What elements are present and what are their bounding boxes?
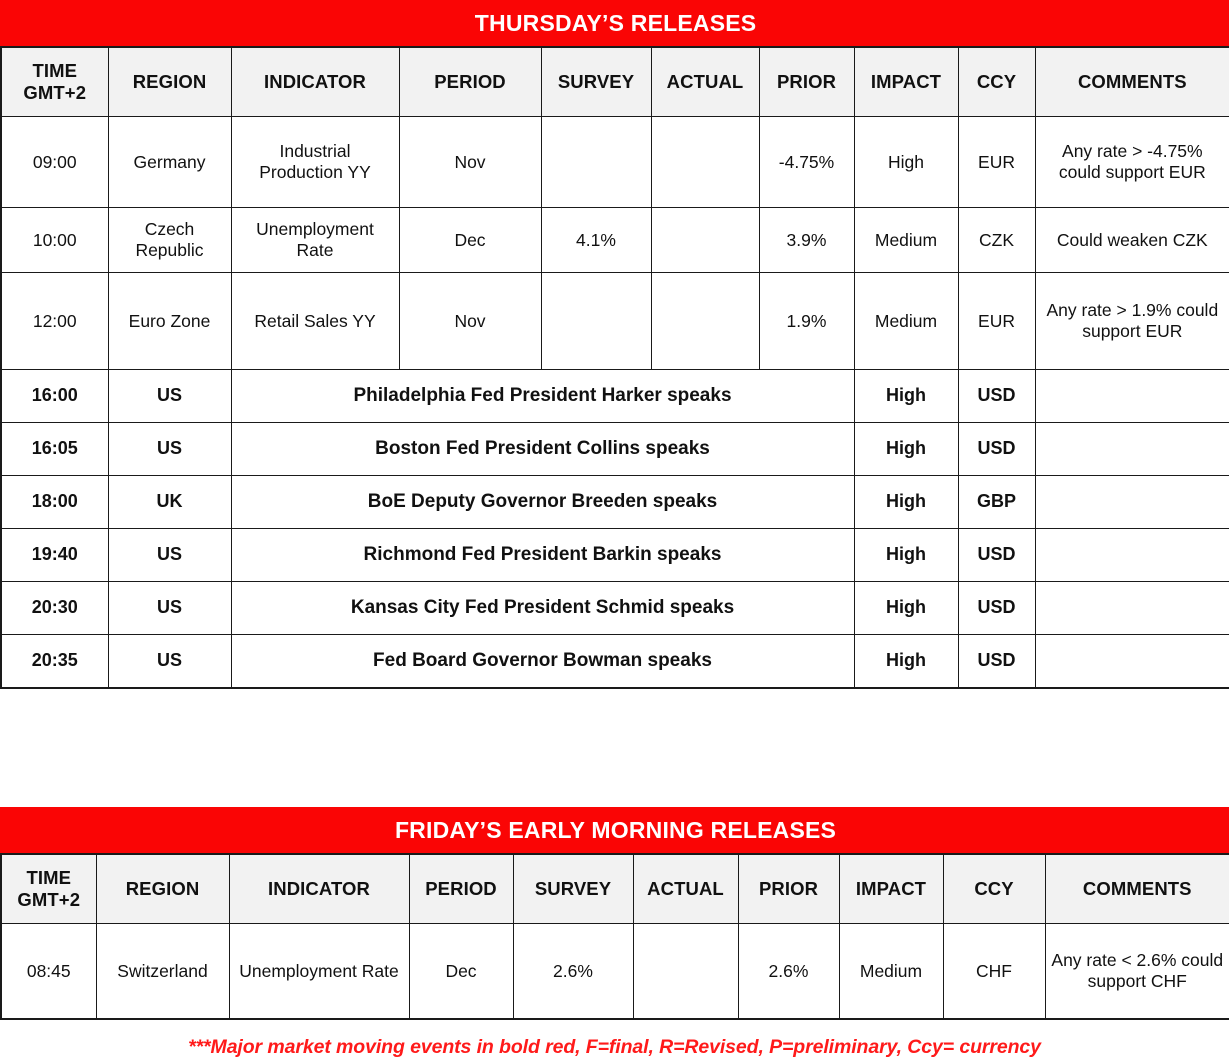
column-header-period: PERIOD xyxy=(409,854,513,924)
friday-banner-title: FRIDAY’S EARLY MORNING RELEASES xyxy=(394,817,837,844)
column-header-comments: COMMENTS xyxy=(1035,47,1229,117)
cell-indicator: Industrial Production YY xyxy=(231,117,399,208)
cell-ccy: CHF xyxy=(943,924,1045,1020)
cell-indicator: Unemployment Rate xyxy=(231,208,399,273)
cell-ccy: USD xyxy=(958,582,1035,635)
table-row xyxy=(1,273,1229,370)
cell-survey: 4.1% xyxy=(541,208,651,273)
column-header-actual: ACTUAL xyxy=(651,47,759,117)
cell-event: Richmond Fed President Barkin speaks xyxy=(231,529,854,582)
cell-comments: Any rate < 2.6% could support CHF xyxy=(1045,924,1229,1020)
column-header-indicator: INDICATOR xyxy=(231,47,399,117)
table-row-speaker xyxy=(1,582,1229,635)
column-header-time-line2: GMT+2 xyxy=(23,82,87,103)
cell-ccy: USD xyxy=(958,370,1035,423)
cell-region: Germany xyxy=(108,117,231,208)
column-header-actual: ACTUAL xyxy=(633,854,738,924)
cell-event: Boston Fed President Collins speaks xyxy=(231,423,854,476)
cell-period: Dec xyxy=(399,208,541,273)
cell-actual xyxy=(651,117,759,208)
cell-survey xyxy=(541,273,651,370)
cell-comments xyxy=(1035,582,1229,635)
cell-time: 19:40 xyxy=(1,529,108,582)
thursday-banner-title: THURSDAY’S RELEASES xyxy=(474,10,757,37)
cell-comments xyxy=(1035,529,1229,582)
cell-region: US xyxy=(108,635,231,689)
column-header-prior: PRIOR xyxy=(738,854,839,924)
column-header-time-line1: TIME xyxy=(32,60,78,82)
cell-prior: 3.9% xyxy=(759,208,854,273)
cell-prior: 1.9% xyxy=(759,273,854,370)
cell-event: Fed Board Governor Bowman speaks xyxy=(231,635,854,689)
cell-time: 20:35 xyxy=(1,635,108,689)
table-spacer xyxy=(0,689,1229,807)
cell-time: 18:00 xyxy=(1,476,108,529)
cell-ccy: USD xyxy=(958,529,1035,582)
cell-indicator: Retail Sales YY xyxy=(231,273,399,370)
column-header-survey: SURVEY xyxy=(513,854,633,924)
column-header-comments: COMMENTS xyxy=(1045,854,1229,924)
cell-time: 10:00 xyxy=(1,208,108,273)
cell-impact: High xyxy=(854,582,958,635)
cell-time: 12:00 xyxy=(1,273,108,370)
column-header-time xyxy=(1,854,96,924)
cell-time: 20:30 xyxy=(1,582,108,635)
cell-ccy: CZK xyxy=(958,208,1035,273)
column-header-time-line1: TIME xyxy=(26,867,72,889)
cell-prior: 2.6% xyxy=(738,924,839,1020)
table-row-speaker xyxy=(1,370,1229,423)
cell-period: Dec xyxy=(409,924,513,1020)
column-header-time-line2: GMT+2 xyxy=(17,889,81,910)
cell-impact: High xyxy=(854,370,958,423)
cell-survey xyxy=(541,117,651,208)
cell-impact: High xyxy=(854,423,958,476)
column-header-region: REGION xyxy=(96,854,229,924)
cell-prior: -4.75% xyxy=(759,117,854,208)
column-header-impact: IMPACT xyxy=(854,47,958,117)
cell-ccy: EUR xyxy=(958,273,1035,370)
cell-comments xyxy=(1035,635,1229,689)
cell-region: UK xyxy=(108,476,231,529)
cell-impact: High xyxy=(854,117,958,208)
cell-event: Kansas City Fed President Schmid speaks xyxy=(231,582,854,635)
column-header-survey: SURVEY xyxy=(541,47,651,117)
cell-region: US xyxy=(108,370,231,423)
friday-banner-row xyxy=(1,808,1229,854)
cell-comments xyxy=(1035,476,1229,529)
friday-header-row xyxy=(1,854,1229,924)
column-header-ccy: CCY xyxy=(943,854,1045,924)
thursday-banner-cell xyxy=(1,1,1229,47)
cell-time: 16:05 xyxy=(1,423,108,476)
thursday-banner-row xyxy=(1,1,1229,47)
cell-event: Philadelphia Fed President Harker speaks xyxy=(231,370,854,423)
cell-time: 16:00 xyxy=(1,370,108,423)
cell-region: US xyxy=(108,529,231,582)
cell-event: BoE Deputy Governor Breeden speaks xyxy=(231,476,854,529)
friday-banner-cell xyxy=(1,808,1229,854)
cell-ccy: USD xyxy=(958,635,1035,689)
cell-region: US xyxy=(108,582,231,635)
friday-releases-table xyxy=(0,807,1229,1020)
column-header-impact: IMPACT xyxy=(839,854,943,924)
cell-impact: Medium xyxy=(854,273,958,370)
cell-actual xyxy=(651,208,759,273)
column-header-time xyxy=(1,47,108,117)
cell-actual xyxy=(633,924,738,1020)
cell-region: Switzerland xyxy=(96,924,229,1020)
cell-survey: 2.6% xyxy=(513,924,633,1020)
table-row xyxy=(1,924,1229,1020)
column-header-period: PERIOD xyxy=(399,47,541,117)
cell-comments xyxy=(1035,423,1229,476)
table-row-speaker xyxy=(1,476,1229,529)
cell-time: 09:00 xyxy=(1,117,108,208)
cell-comments: Any rate > 1.9% could support EUR xyxy=(1035,273,1229,370)
cell-impact: High xyxy=(854,635,958,689)
table-row-speaker xyxy=(1,529,1229,582)
cell-period: Nov xyxy=(399,273,541,370)
cell-indicator: Unemployment Rate xyxy=(229,924,409,1020)
cell-impact: Medium xyxy=(839,924,943,1020)
cell-comments: Any rate > -4.75% could support EUR xyxy=(1035,117,1229,208)
cell-impact: High xyxy=(854,529,958,582)
cell-impact: Medium xyxy=(854,208,958,273)
cell-ccy: USD xyxy=(958,423,1035,476)
table-row-speaker xyxy=(1,423,1229,476)
cell-actual xyxy=(651,273,759,370)
cell-comments xyxy=(1035,370,1229,423)
cell-ccy: EUR xyxy=(958,117,1035,208)
cell-impact: High xyxy=(854,476,958,529)
cell-region: US xyxy=(108,423,231,476)
cell-time: 08:45 xyxy=(1,924,96,1020)
cell-period: Nov xyxy=(399,117,541,208)
table-row xyxy=(1,208,1229,273)
cell-comments: Could weaken CZK xyxy=(1035,208,1229,273)
table-row-speaker xyxy=(1,635,1229,689)
column-header-prior: PRIOR xyxy=(759,47,854,117)
thursday-header-row xyxy=(1,47,1229,117)
column-header-ccy: CCY xyxy=(958,47,1035,117)
column-header-region: REGION xyxy=(108,47,231,117)
cell-region: Czech Republic xyxy=(108,208,231,273)
cell-region: Euro Zone xyxy=(108,273,231,370)
column-header-indicator: INDICATOR xyxy=(229,854,409,924)
table-row xyxy=(1,117,1229,208)
legend-footnote: ***Major market moving events in bold red, F=final, R=Revised, P=preliminary, Ccy= currency xyxy=(188,1036,1041,1058)
cell-ccy: GBP xyxy=(958,476,1035,529)
